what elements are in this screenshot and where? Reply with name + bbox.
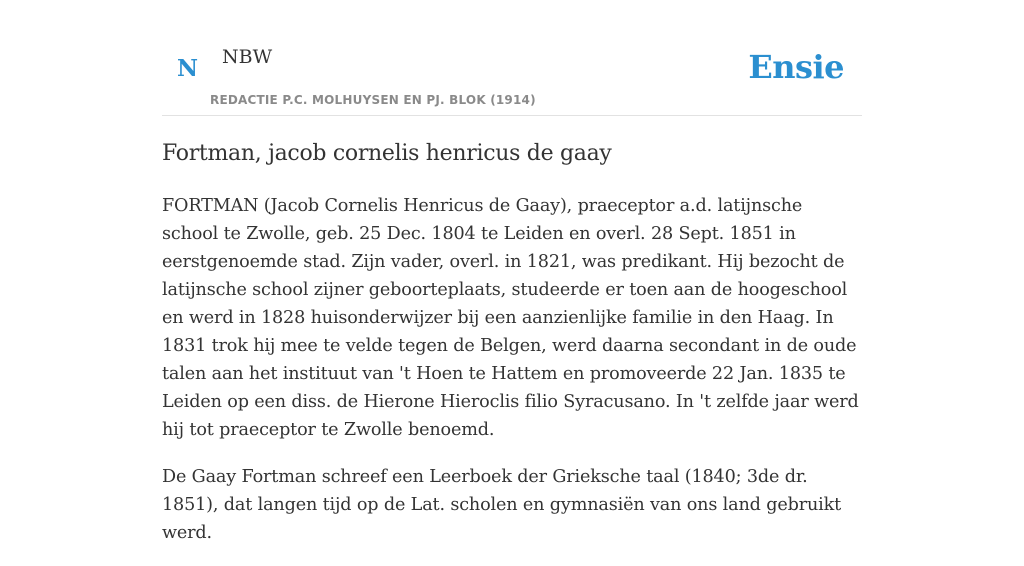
article-paragraph: FORTMAN (Jacob Cornelis Henricus de Gaay), praeceptor a.d. latijnsche school te Zwolle, geb. 25 Dec. 1804 te Leiden en overl. 28 Sept. 1851 in eerstgenoemde stad. Zijn vader, overl. in 1821, was predikant. Hij bezocht de latijnsche school zijner geboorteplaats, studeerde er toen aan de hoogeschool en werd in 1828 huisonderwijzer bij een aanzienlijke familie in den Haag. In 1831 trok hij mee te velde tegen de Belgen, werd daarna secondant in de oude talen aan het instituut van 't Hoen te Hattem en promoveerde 22 Jan. 1835 te Leiden op een diss. de Hierone Hieroclis filio Syracusano. In 't zelfde jaar werd hij tot praeceptor te Zwolle benoemd. (162, 196, 859, 440)
article-body (162, 192, 862, 547)
article (162, 138, 862, 566)
article-title: Fortman, jacob cornelis henricus de gaay (162, 141, 612, 166)
source-header (162, 0, 862, 116)
source-logo[interactable]: N (177, 55, 199, 82)
source-name[interactable]: NBW (222, 46, 273, 68)
brand-logo[interactable]: Ensie (748, 48, 844, 86)
article-paragraph: De Gaay Fortman schreef een Leerboek der Grieksche taal (1840; 3de dr. 1851), dat langen tijd op de Lat. scholen en gymnasiën van ons land gebruikt werd. (162, 467, 842, 543)
source-subtitle: REDACTIE P.C. MOLHUYSEN EN PJ. BLOK (1914) (210, 93, 536, 107)
